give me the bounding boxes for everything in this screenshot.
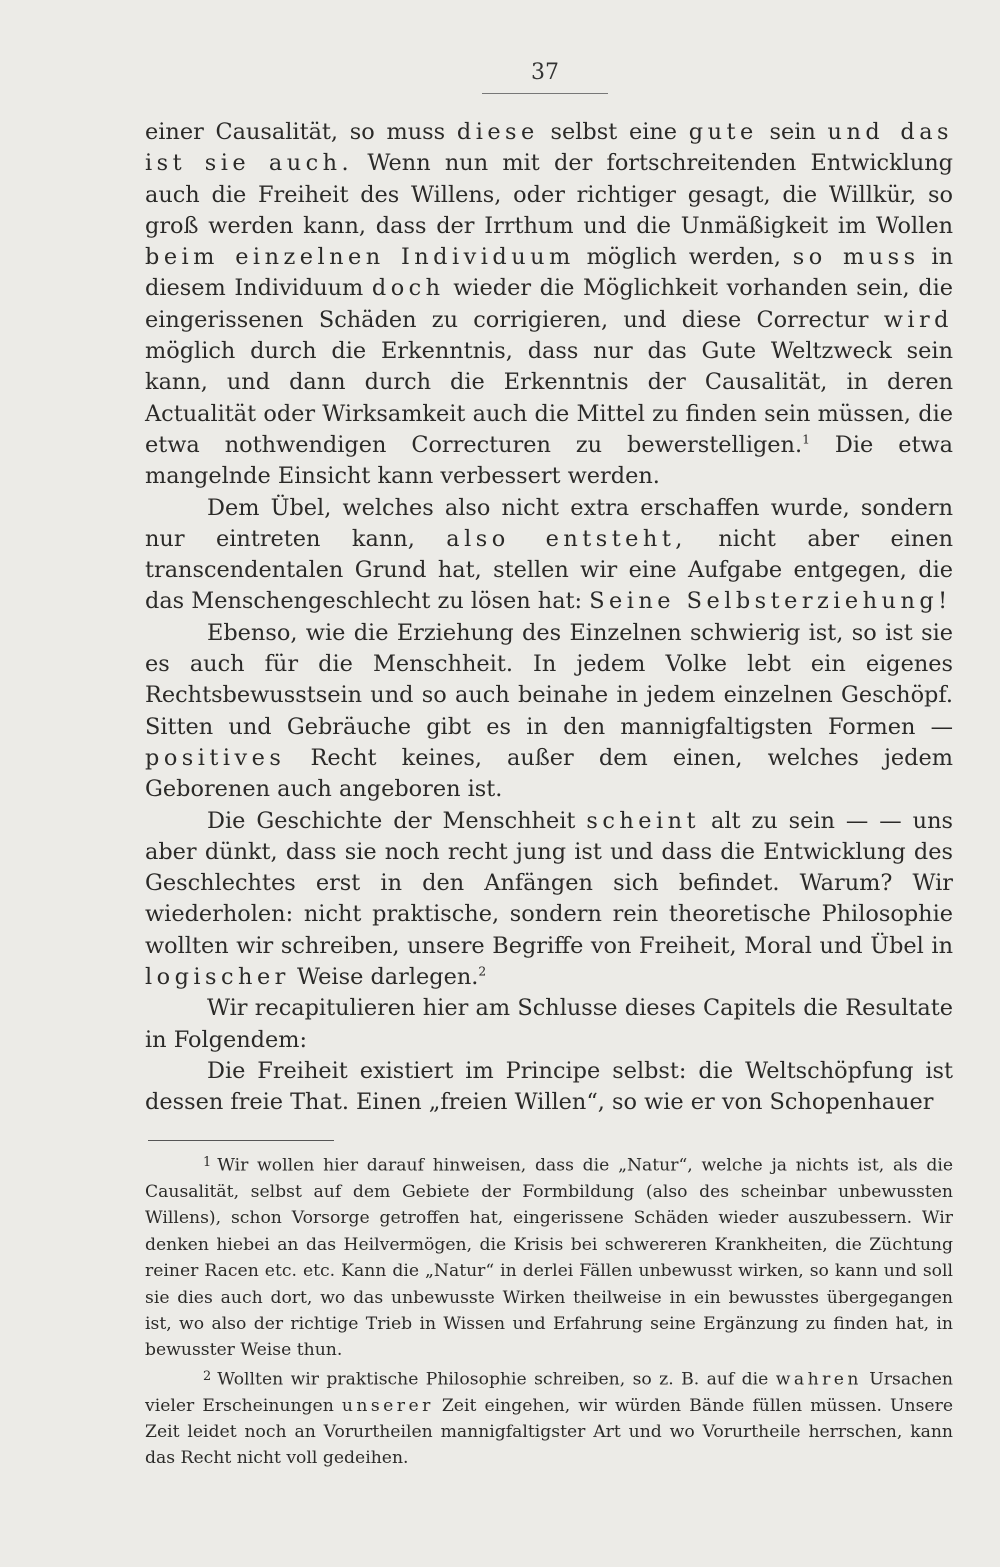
header-rule (482, 93, 608, 94)
emphasis: also entsteht, (446, 525, 687, 552)
emphasis: positives (145, 744, 286, 771)
emphasis: so muss (792, 244, 920, 271)
emphasis: und das ist sie auch. (145, 119, 953, 177)
emphasis: Seine Selbsterziehung! (589, 588, 952, 615)
paragraph-6: Die Freiheit existiert im Principe selbst: die Weltschöpfung ist dessen freie That. Einen „freien Willen“, so wie er von Schopenhauer (145, 1057, 953, 1116)
emphasis: wird (883, 306, 953, 333)
footnote-rule (148, 1140, 334, 1141)
footnote-ref-2[interactable]: 2 (478, 964, 487, 979)
footnote-1: $^1$ Wir wollen hier darauf hinweisen, dass die „Natur“, welche ja nichts ist, als die Causalität, selbst auf dem Gebiete der Formbildung (also des scheinbar unbewussten Willens), schon Vorsorge getroffen hat, eingerissene Schäden wieder auszubessern. Wir denken hiebei an das Heilvermögen, die Krisis bei schwereren Krankheiten, die Züchtung reiner Racen etc. etc. Kann die „Natur“ in derlei Fällen unbewusst wirken, so kann und soll sie dies auch dort, wo das unbewusste Wirken theilweise in ein bewusstes übergegangen ist, wo also der richtige Trieb in Wissen und Erfahrung seine Ergänzung zu finden hat, in bewusster Weise thun. (145, 1155, 953, 1361)
paragraph-2: Dem Übel, welches also nicht extra erschaffen wurde, sondern nur eintreten kann, also entsteht, nicht aber einen transcendentalen Grund hat, stellen wir eine Aufgabe entgegen, die das Menschengeschlecht zu lösen hat: Seine Selbsterziehung! (145, 494, 953, 615)
emphasis: unserer (341, 1395, 434, 1416)
footnote-2: $^2$ Wollten wir praktische Philosophie schreiben, so z. B. auf die wahren Ursachen vieler Erscheinungen unserer Zeit eingehen, wir würden Bände füllen müssen. Unsere Zeit leidet noch an Vorurtheilen mannigfaltigster Art und wo Vorurtheile herrschen, kann das Recht nicht voll gedeihen. (145, 1368, 953, 1469)
emphasis: logischer (145, 964, 290, 991)
footnotes (145, 1150, 953, 1472)
footnote-mark: 1 (203, 1155, 212, 1170)
paragraph-1: einer Causalität, so muss diese selbst eine gute sein und das ist sie auch. Wenn nun mit der fortschreitenden Entwicklung auch die Freiheit des Willens, oder richtiger gesagt, die Willkür, so groß werden kann, dass der Irrthum und die Unmäßigkeit im Wollen beim einzelnen Individuum möglich werden, so muss in diesem Individuum doch wieder die Möglichkeit vorhanden sein, die eingerissenen Schäden zu corrigieren, und diese Correctur wird möglich durch die Erkenntnis, dass nur das Gute Weltzweck sein kann, und dann durch die Erkenntnis der Causalität, in deren Actualität oder Wirksamkeit auch die Mittel zu finden sein müssen, die etwa nothwendigen Correcturen zu bewerstelligen.$^1$ Die etwa mangelnde Einsicht kann verbessert werden. (145, 119, 954, 490)
paragraph-3: Ebenso, wie die Erziehung des Einzelnen schwierig ist, so ist sie es auch für die Menschheit. In jedem Volke lebt ein eigenes Rechtsbewusstsein und so auch beinahe in jedem einzelnen Geschöpf. Sitten und Gebräuche gibt es in den mannigfaltigsten Formen — positives Recht keines, außer dem einen, welches jedem Geborenen auch angeboren ist. (145, 619, 953, 803)
emphasis: wahren (775, 1369, 862, 1390)
emphasis: scheint (586, 807, 701, 834)
paragraph-5: Wir recapitulieren hier am Schlusse dieses Capitels die Resultate in Folgendem: (145, 995, 953, 1053)
emphasis: diese (456, 119, 539, 145)
emphasis: doch (371, 275, 445, 302)
emphasis: beim einzelnen Individuum (145, 244, 575, 271)
main-text (145, 117, 953, 1119)
paragraph-4: Die Geschichte der Menschheit scheint alt zu sein — — uns aber dünkt, dass sie noch recht jung ist und dass die Entwicklung des Geschlechtes erst in den Anfängen sich befindet. Warum? Wir wiederholen: nicht praktische, sondern rein theoretische Philosophie wollten wir schreiben, unsere Begriffe von Freiheit, Moral und Übel in logischer Weise darlegen.$^2$ (145, 807, 953, 991)
emphasis: gute (688, 119, 758, 145)
footnote-mark: 2 (203, 1368, 212, 1384)
page-number: 37 (531, 60, 559, 85)
footnote-ref-1[interactable]: 1 (802, 432, 810, 447)
